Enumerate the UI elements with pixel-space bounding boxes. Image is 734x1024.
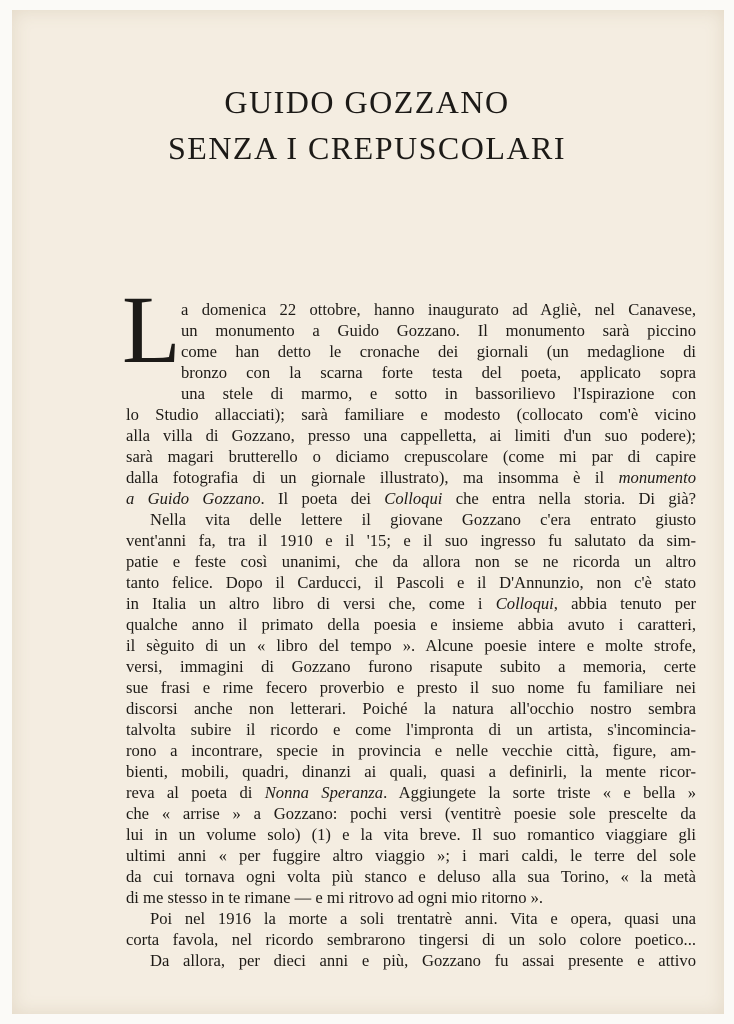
text-line: versi, immagini di Gozzano furono risapute subito a memoria, certe — [126, 657, 696, 676]
text-line: bronzo con la scarna forte testa del poeta, applicato sopra — [181, 363, 696, 382]
text-line: bienti, mobili, quadri, dinanzi ai quali, quasi a definirli, la mente ricor- — [126, 762, 696, 781]
text-line: a Guido Gozzano. Il poeta dei Colloqui che entra nella storia. Di già? — [126, 489, 696, 508]
text-line: Poi nel 1916 la morte a soli trentatrè anni. Vita e opera, quasi una — [150, 909, 696, 928]
text-line: tanto felice. Dopo il Carducci, il Pascoli e il D'Annunzio, non c'è stato — [126, 573, 696, 592]
title-line-1: GUIDO GOZZANO — [224, 84, 510, 120]
text-line: di me stesso in te rimane — e mi ritrovo ad ogni mio ritorno ». — [126, 888, 544, 907]
text-line: dalla fotografia di un giornale illustrato), ma insomma è il monumento — [126, 468, 696, 487]
text-line: patie e feste così unanimi, che da allora non se ne ricorda un altro — [126, 552, 696, 571]
title-line-2: SENZA I CREPUSCOLARI — [167, 130, 567, 166]
text-line: ultimi anni « per fuggire altro viaggio »; i mari caldi, le terre del sole — [126, 846, 696, 865]
text-line: lui in un volume solo) (1) e la vita breve. Il suo romantico viaggiare gli — [126, 825, 696, 844]
text-line: sarà magari brutterello o diciamo crepuscolare (come mi par di capire — [126, 447, 696, 466]
text-line: reva al poeta di Nonna Speranza. Aggiungete la sorte triste « e bella » — [126, 783, 696, 802]
text-line: Nella vita delle lettere il giovane Gozzano c'era entrato giusto — [150, 510, 696, 529]
drop-cap: L — [122, 276, 181, 383]
text-line: una stele di marmo, e sotto in bassorilievo l'Ispirazione con — [181, 384, 696, 403]
text-line: come han detto le cronache dei giornali (un medaglione di — [181, 342, 696, 361]
text-line: lo Studio allacciati); sarà familiare e modesto (collocato com'è vicino — [126, 405, 696, 424]
text-line: vent'anni fa, tra il 1910 e il '15; e il suo ingresso fu salutato da sim- — [126, 531, 696, 550]
text-line: un monumento a Guido Gozzano. Il monumento sarà piccino — [181, 321, 696, 340]
text-line: rono a incontrare, specie in provincia e nelle vecchie città, figure, am- — [126, 741, 696, 760]
text-line: alla villa di Gozzano, presso una cappelletta, ai limiti d'un suo podere); — [126, 426, 696, 445]
text-line: in Italia un altro libro di versi che, come i Colloqui, abbia tenuto per — [126, 594, 696, 613]
text-line: discorsi anche non letterari. Poiché la natura all'occhio nostro sembra — [126, 699, 696, 718]
text-line: che « arrise » a Gozzano: pochi versi (ventitrè poesie sole prescelte da — [126, 804, 696, 823]
text-line: corta favola, nel ricordo sembrarono tingersi di un solo colore poetico... — [126, 930, 696, 949]
text-line: sue frasi e rime fecero proverbio e presto il suo nome fu familiare nei — [126, 678, 696, 697]
text-line: qualche anno il primato della poesia e insieme abbia avuto i caratteri, — [126, 615, 696, 634]
text-line: talvolta subire il ricordo e come l'impronta di un artista, s'incomincia- — [126, 720, 696, 739]
text-line: da cui tornava ogni volta più stanco e deluso alla sua Torino, « la metà — [126, 867, 696, 886]
text-line: il sèguito di un « libro del tempo ». Alcune poesie intere e molte strofe, — [126, 636, 696, 655]
text-line: Da allora, per dieci anni e più, Gozzano fu assai presente e attivo — [150, 951, 696, 970]
text-line: a domenica 22 ottobre, hanno inaugurato ad Agliè, nel Canavese, — [181, 300, 696, 319]
